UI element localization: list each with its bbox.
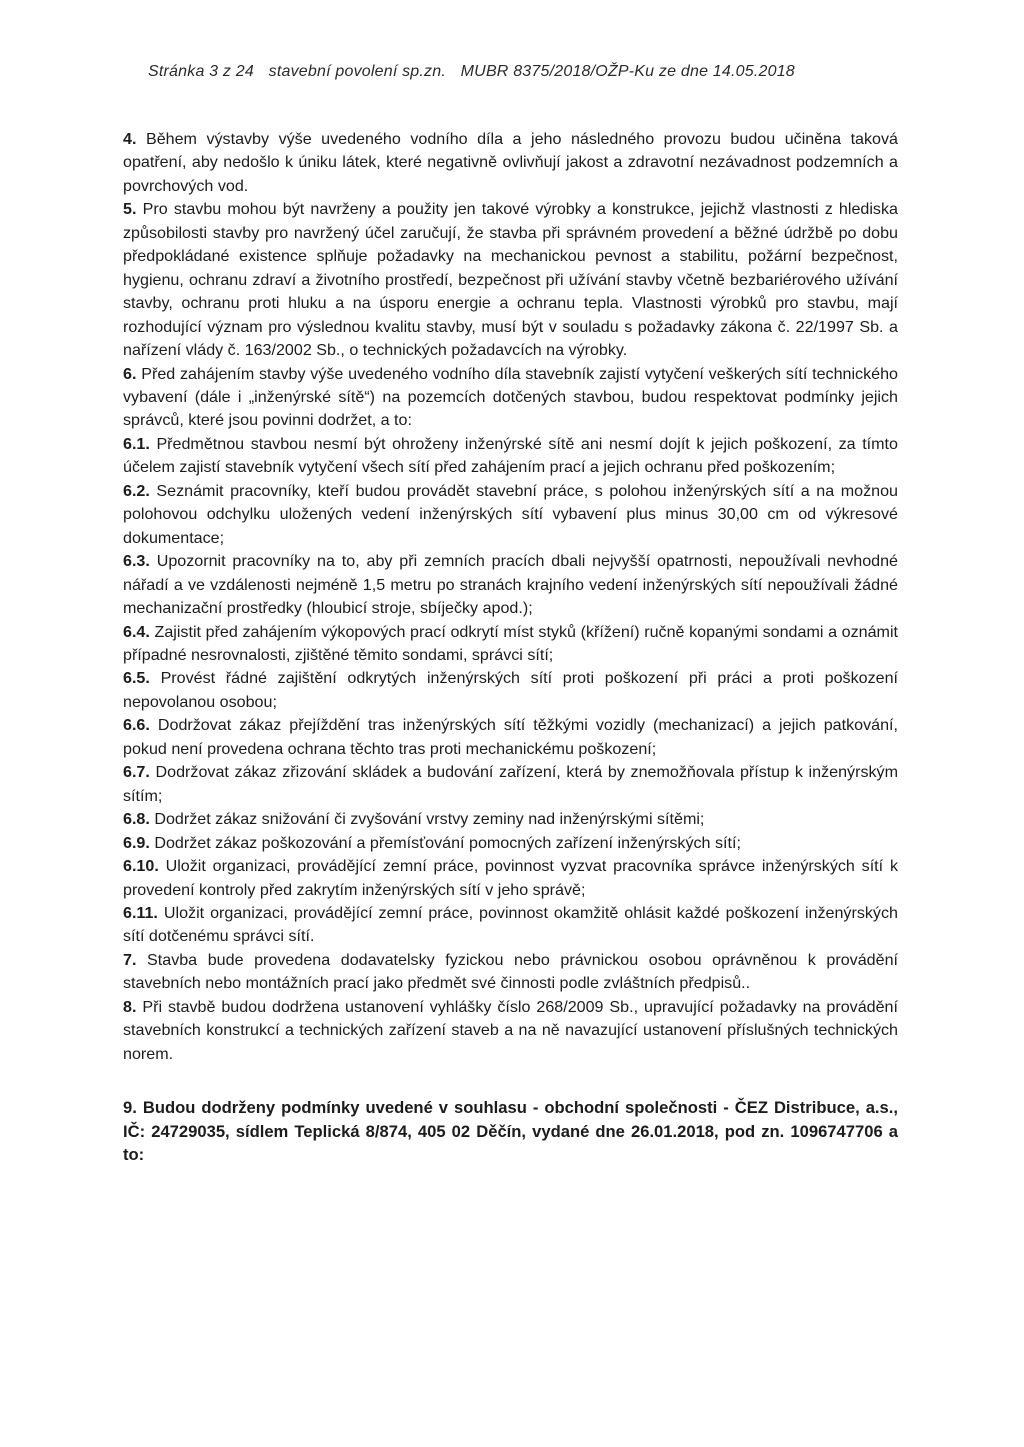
condition-6-8 bbox=[123, 808, 898, 831]
paragraph-text: Dodržovat zákaz přejíždění tras inženýrských sítí těžkými vozidly (mechanizací) a jejich patkování, pokud není provedena ochrana těchto tras proti mechanickému poškození; bbox=[123, 716, 898, 758]
paragraph-text: Stavba bude provedena dodavatelsky fyzickou nebo právnickou osobou oprávněnou k provádění stavebních nebo montážních prací jako předmět své činnosti podle zvláštních předpisů.. bbox=[123, 950, 898, 993]
condition-6-2 bbox=[123, 480, 898, 550]
paragraph-text: Pro stavbu mohou být navrženy a použity jen takové výrobky a konstrukce, jejichž vlastnosti z hlediska způsobilosti stavby pro navržený účel zaručují, že stavba při správném provedení a běžné údržbě po dobu předpokládané existence splňuje požadavky na mechanickou pevnost a stabilitu, požární bezpečnost, hygienu, ochranu zdraví a životního prostředí, bezpečnost při užívání stavby včetně bezbariérového užívání stavby, ochranu proti hluku a na úsporu energie a ochranu tepla. Vlastnosti výrobků pro stavbu, mají rozhodující význam pro výslednou kvalitu stavby, musí být v souladu s požadavky zákona č. 22/1997 Sb. a nařízení vlády č. 163/2002 Sb., o technických požadavcích na výrobky. bbox=[123, 200, 898, 360]
paragraph-text: Při stavbě budou dodržena ustanovení vyhlášky číslo 268/2009 Sb., upravující požadavky na provádění stavebních konstrukcí a technických zařízení staveb a na ně navazující ustanovení příslušných technických norem. bbox=[123, 997, 898, 1063]
document-body bbox=[123, 128, 898, 1167]
document-reference: MUBR 8375/2018/OŽP-Ku ze dne 14.05.2018 bbox=[460, 63, 795, 80]
condition-5 bbox=[123, 198, 898, 362]
condition-6-7 bbox=[123, 761, 898, 808]
paragraph-number: 6.7. bbox=[123, 763, 150, 782]
condition-6-5 bbox=[123, 667, 898, 714]
paragraph-text: Seznámit pracovníky, kteří budou provádět stavební práce, s polohou inženýrských sítí a na možnou polohovou odchylku uložených vedení inženýrských sítí vybavení plus minus 30,00 cm od výkresové dokumentace; bbox=[123, 481, 898, 547]
paragraph-number: 8. bbox=[123, 997, 137, 1016]
paragraph-number: 6.1. bbox=[123, 434, 150, 453]
page-number: Stránka 3 z 24 bbox=[148, 63, 254, 80]
condition-6-9 bbox=[123, 832, 898, 855]
condition-6-4 bbox=[123, 621, 898, 668]
page-header bbox=[148, 63, 805, 81]
paragraph-number: 6.10. bbox=[123, 857, 159, 876]
paragraph-text: Před zahájením stavby výše uvedeného vodního díla stavebník zajistí vytyčení veškerých sítí technického vybavení (dále i „inženýrské sítě“) na pozemcích dotčených stavbou, budou respektovat podmínky jejich správců, které jsou povinni dodržet, a to: bbox=[123, 364, 898, 430]
paragraph-text: Zajistit před zahájením výkopových prací odkrytí míst styků (křížení) ručně kopanými sondami a oznámit případné nesrovnalosti, zjištěné těmito sondami, správci sítí; bbox=[123, 622, 898, 664]
condition-4 bbox=[123, 128, 898, 198]
paragraph-text: Provést řádné zajištění odkrytých inženýrských sítí proti poškození při práci a proti poškození nepovolanou osobou; bbox=[123, 669, 898, 711]
paragraph-number: 6.9. bbox=[123, 833, 150, 852]
paragraph-number: 6.4. bbox=[123, 622, 150, 641]
paragraph-number: 6.2. bbox=[123, 481, 150, 500]
paragraph-text: Upozornit pracovníky na to, aby při zemních pracích dbali nejvyšší opatrnosti, nepoužívali nevhodné nářadí a ve vzdálenosti nejméně 1,5 metru po stranách krajního vedení inženýrských sítí nepoužívali žádné mechanizační prostředky (hloubicí stroje, sbíječky apod.); bbox=[123, 552, 898, 618]
paragraph-number: 6. bbox=[123, 364, 137, 383]
paragraph-text: Dodržet zákaz poškozování a přemísťování pomocných zařízení inženýrských sítí; bbox=[154, 833, 741, 852]
condition-9-heading: 9. Budou dodrženy podmínky uvedené v souhlasu - obchodní společnosti - ČEZ Distribuce, a.s., IČ: 24729035, sídlem Teplická 8/874, 405 02 Děčín, vydané dne 26.01.2018, pod zn. 1096747706 a to: bbox=[123, 1098, 898, 1165]
document-type: stavební povolení sp.zn. bbox=[268, 63, 446, 80]
paragraph-number: 6.5. bbox=[123, 669, 150, 688]
paragraph-text: Uložit organizaci, provádějící zemní práce, povinnost okamžitě ohlásit každé poškození inženýrských sítí dotčenému správci sítí. bbox=[123, 903, 898, 946]
condition-7 bbox=[123, 949, 898, 996]
paragraph-number: 5. bbox=[123, 200, 137, 219]
condition-8 bbox=[123, 996, 898, 1066]
paragraph-number: 6.6. bbox=[123, 716, 150, 735]
condition-6-3 bbox=[123, 550, 898, 620]
paragraph-text: Během výstavby výše uvedeného vodního díla a jeho následného provozu budou učiněna taková opatření, aby nedošlo k úniku látek, které negativně ovlivňují jakost a zdravotní nezávadnost podzemních a povrchových vod. bbox=[123, 130, 898, 195]
paragraph-text: Předmětnou stavbou nesmí být ohroženy inženýrské sítě ani nesmí dojít k jejich poškození, za tímto účelem zajistí stavebník vytyčení všech sítí před zahájením prací a jejich ochranu před poškozením; bbox=[123, 434, 898, 477]
paragraph-number: 7. bbox=[123, 950, 137, 969]
paragraph-text: Dodržovat zákaz zřizování skládek a budování zařízení, která by znemožňovala přístup k inženýrským sítím; bbox=[123, 763, 898, 805]
paragraph-text: Dodržet zákaz snižování či zvyšování vrstvy zeminy nad inženýrskými sítěmi; bbox=[154, 810, 705, 829]
condition-6-6 bbox=[123, 714, 898, 761]
paragraph-number: 6.3. bbox=[123, 552, 150, 571]
condition-6-1 bbox=[123, 433, 898, 480]
condition-6-11 bbox=[123, 902, 898, 949]
paragraph-number: 6.8. bbox=[123, 810, 150, 829]
condition-6 bbox=[123, 363, 898, 433]
paragraph-text: Uložit organizaci, provádějící zemní práce, povinnost vyzvat pracovníka správce inženýrských sítí k provedení kontroly před zakrytím inženýrských sítí v jeho správě; bbox=[123, 857, 898, 899]
condition-6-10 bbox=[123, 855, 898, 902]
paragraph-number: 4. bbox=[123, 130, 137, 148]
paragraph-number: 6.11. bbox=[123, 903, 158, 922]
